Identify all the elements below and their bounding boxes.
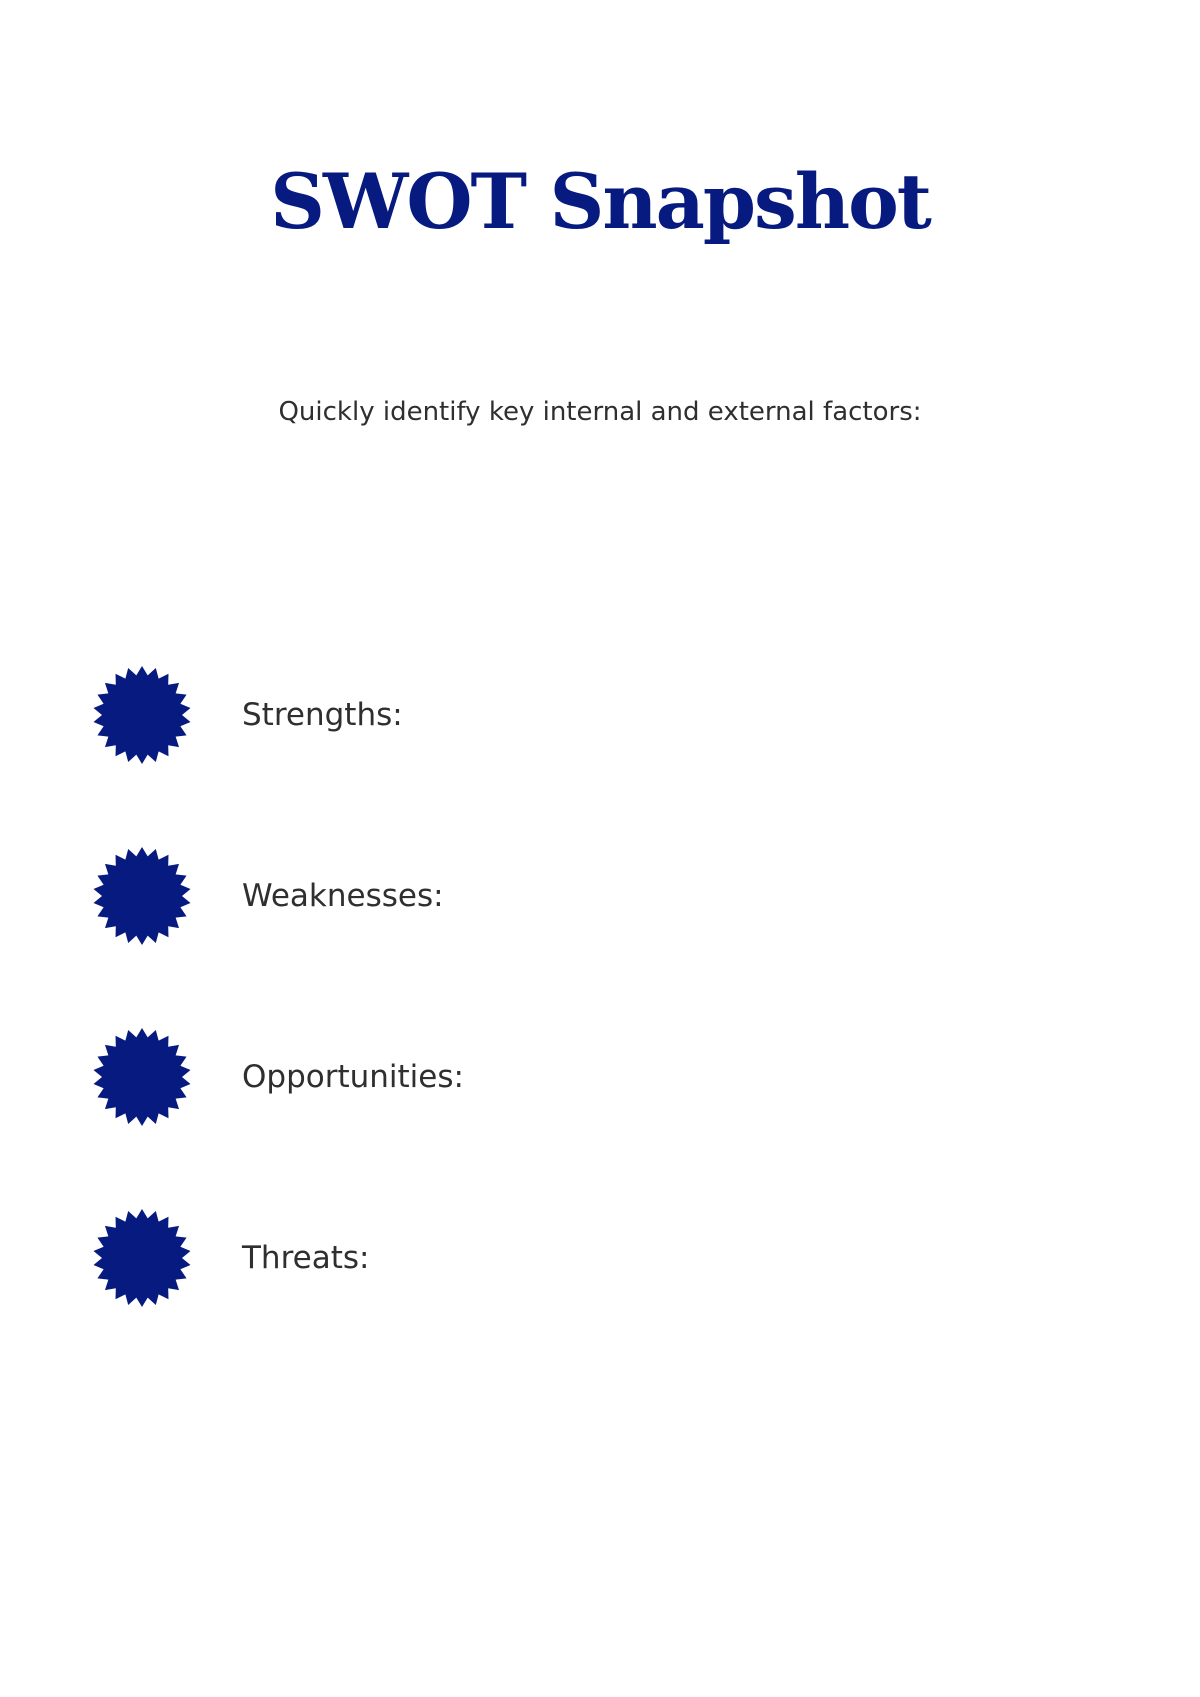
starburst-icon bbox=[92, 665, 192, 765]
page-subtitle: Quickly identify key internal and external factors: bbox=[278, 397, 922, 427]
swot-label-strengths: Strengths: bbox=[242, 697, 403, 733]
page-title: SWOT Snapshot bbox=[270, 157, 930, 246]
starburst-icon bbox=[92, 1027, 192, 1127]
starburst-icon bbox=[92, 1208, 192, 1308]
swot-label-weaknesses: Weaknesses: bbox=[242, 878, 444, 914]
swot-label-opportunities: Opportunities: bbox=[242, 1059, 464, 1095]
starburst-icon bbox=[92, 846, 192, 946]
swot-label-threats: Threats: bbox=[242, 1240, 370, 1276]
swot-item-strengths bbox=[92, 665, 403, 765]
swot-item-threats bbox=[92, 1208, 369, 1308]
swot-item-weaknesses bbox=[92, 846, 444, 946]
swot-item-opportunities bbox=[92, 1027, 464, 1127]
